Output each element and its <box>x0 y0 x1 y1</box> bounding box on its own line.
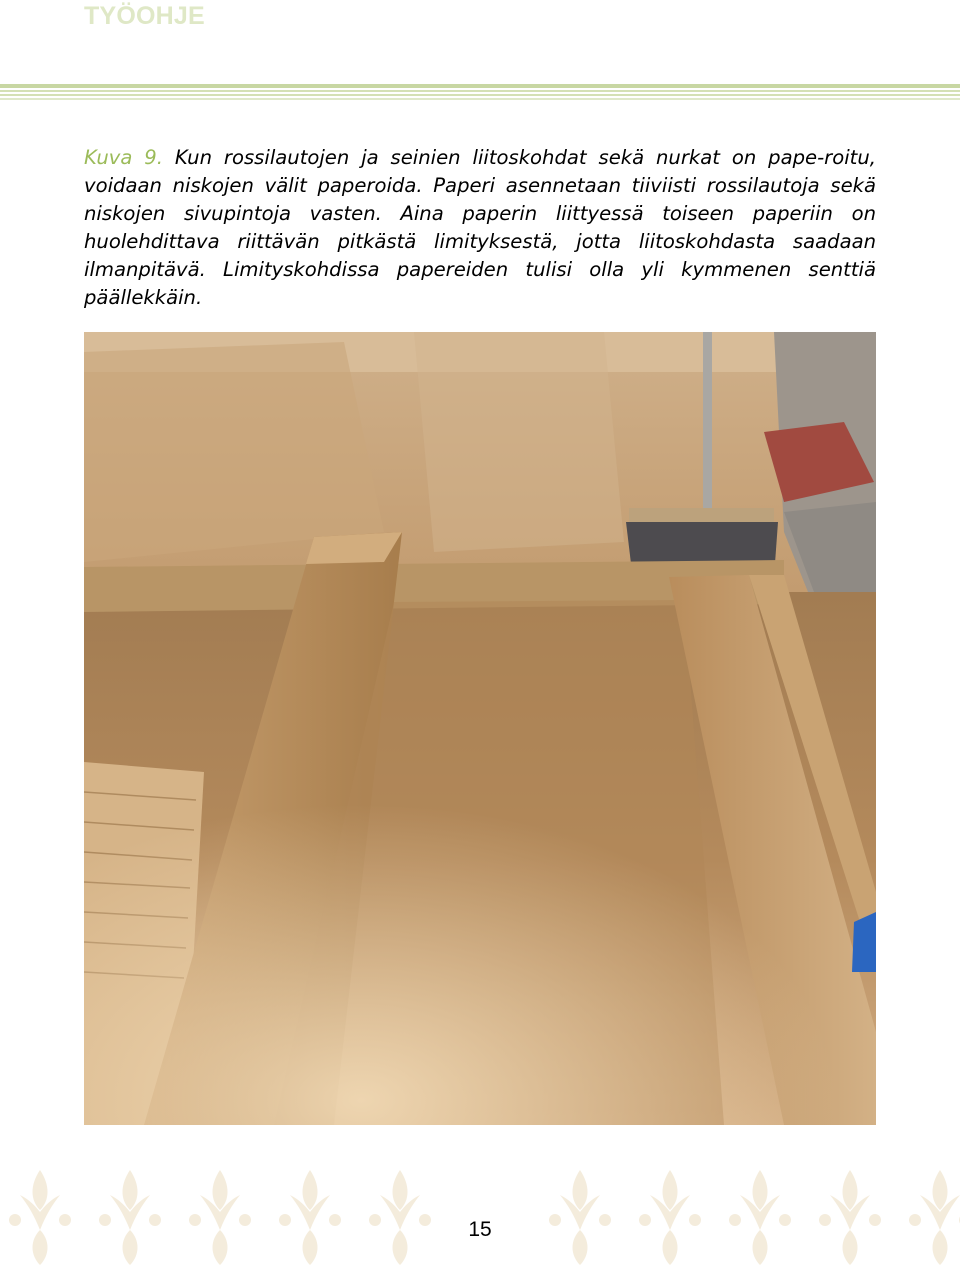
page-number: 15 <box>468 1218 492 1241</box>
figure-caption-text: Kun rossilautojen ja seinien liitoskohdat sekä nurkat on pape-roitu, voidaan niskojen välit paperoida. Paperi asennetaan tiiviisti rossilautoja sekä niskojen sivupintoja vasten. Aina paperin liittyessä toiseen paperiin on huolehdittava riittävän pitkästä limityksestä, jotta liitoskohdasta saadaan ilmanpitävä. Limityskohdissa papereiden tulisi olla yli kymmenen senttiä päällekkäin. <box>84 146 876 310</box>
header-rule <box>0 84 960 102</box>
figure-label: Kuva 9. <box>84 146 163 169</box>
header-title: TYÖOHJE <box>84 2 205 30</box>
figure-caption <box>84 144 876 313</box>
photo-papered-floor-joists <box>84 332 876 1125</box>
footer-ornament <box>0 1160 960 1270</box>
